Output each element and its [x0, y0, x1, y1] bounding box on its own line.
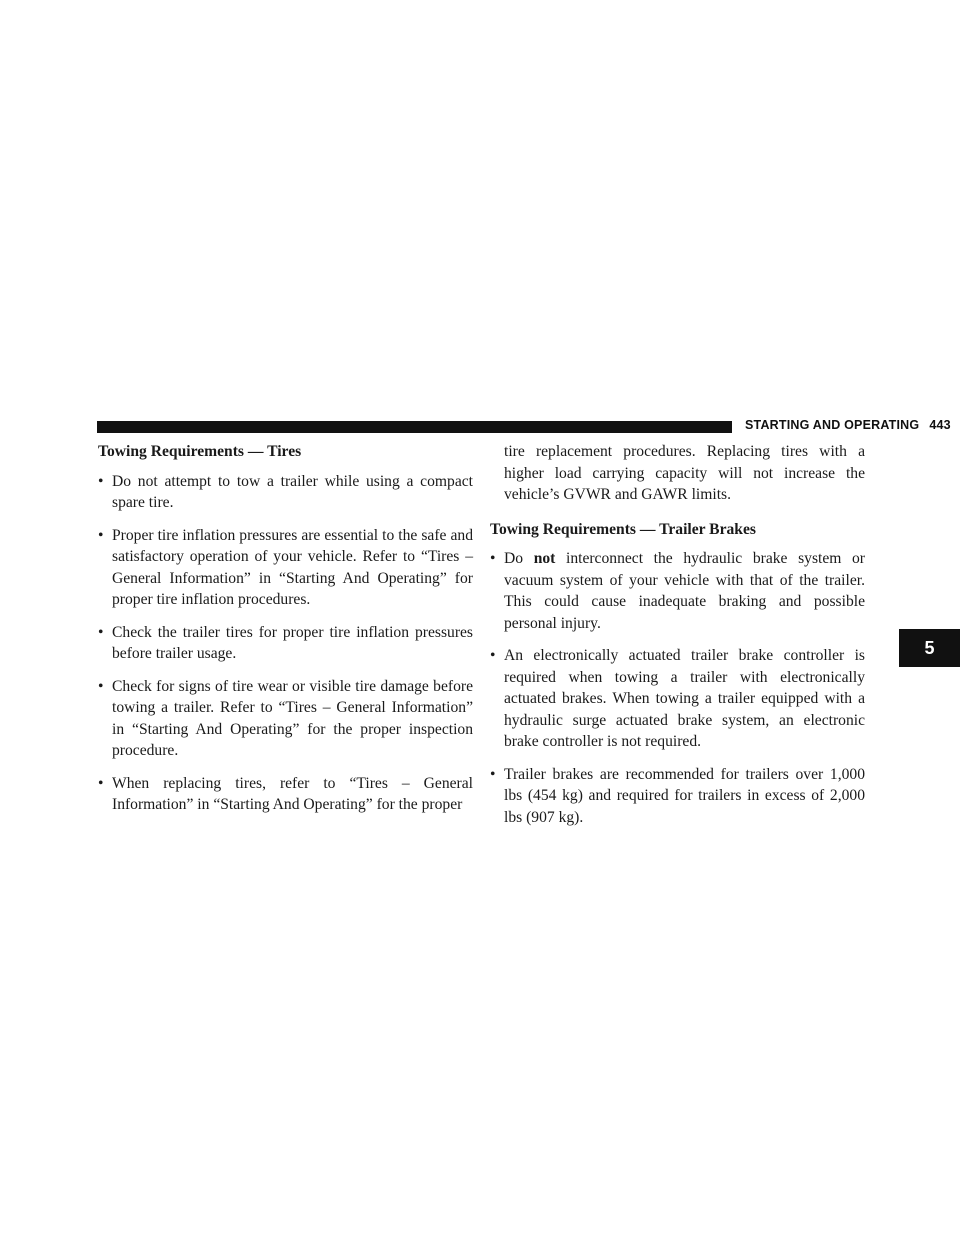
list-item: • Proper tire inflation pressures are essential to the safe and satisfactory operation of your vehicle. Refer to “Tires – General Information” in “Starting And Operating” for proper tire inflation procedures.	[98, 526, 473, 608]
running-header	[745, 418, 951, 432]
tires-bullet-list	[98, 471, 473, 816]
section-heading-tires: Towing Requirements — Tires	[98, 443, 302, 460]
bullet-icon: •	[490, 550, 496, 567]
bullet-icon: •	[98, 526, 104, 544]
list-item: • When replacing tires, refer to “Tires – General Information” in “Starting And Operating” for the proper	[98, 774, 473, 813]
bullet-icon: •	[98, 677, 104, 695]
left-column	[98, 441, 473, 816]
section-heading-trailer-brakes: Towing Requirements — Trailer Brakes	[490, 520, 756, 538]
list-item: • Trailer brakes are recommended for trailers over 1,000 lbs (454 kg) and required for trailers in excess of 2,000 lbs (907 kg).	[490, 765, 865, 826]
bullet-icon: •	[98, 774, 104, 792]
chapter-tab: 5	[899, 629, 960, 667]
section-title: STARTING AND OPERATING	[745, 418, 920, 432]
page-number: 443	[929, 418, 951, 432]
bullet-icon: •	[490, 765, 496, 783]
bullet-icon: •	[490, 647, 496, 664]
list-item: • Check for signs of tire wear or visible tire damage before towing a trailer. Refer to “Tires – General Information” in “Starting And Operating” for the proper inspection procedure.	[98, 677, 473, 759]
bullet-icon: •	[98, 623, 104, 641]
brakes-bullet-list	[490, 548, 865, 828]
list-item: • Check the trailer tires for proper tire inflation pressures before trailer usage.	[98, 623, 473, 662]
list-item: • Do not attempt to tow a trailer while using a compact spare tire.	[98, 472, 473, 511]
continued-paragraph: tire replacement procedures. Replacing tires with a higher load carrying capacity will not increase the vehicle’s GVWR and GAWR limits.	[504, 443, 865, 503]
bullet-icon: •	[98, 472, 104, 490]
emphasis-not: not	[533, 550, 556, 567]
right-column	[490, 441, 865, 839]
list-item: • Do not interconnect the hydraulic brake system or vacuum system of your vehicle with that of the trailer. This could cause inadequate braking and possible personal injury.	[490, 550, 865, 632]
header-rule	[97, 421, 732, 433]
list-item: • An electronically actuated trailer brake controller is required when towing a trailer with electronically actuated brakes. When towing a trailer equipped with a hydraulic surge actuated brake system, an electronic brake controller is not required.	[490, 647, 865, 750]
